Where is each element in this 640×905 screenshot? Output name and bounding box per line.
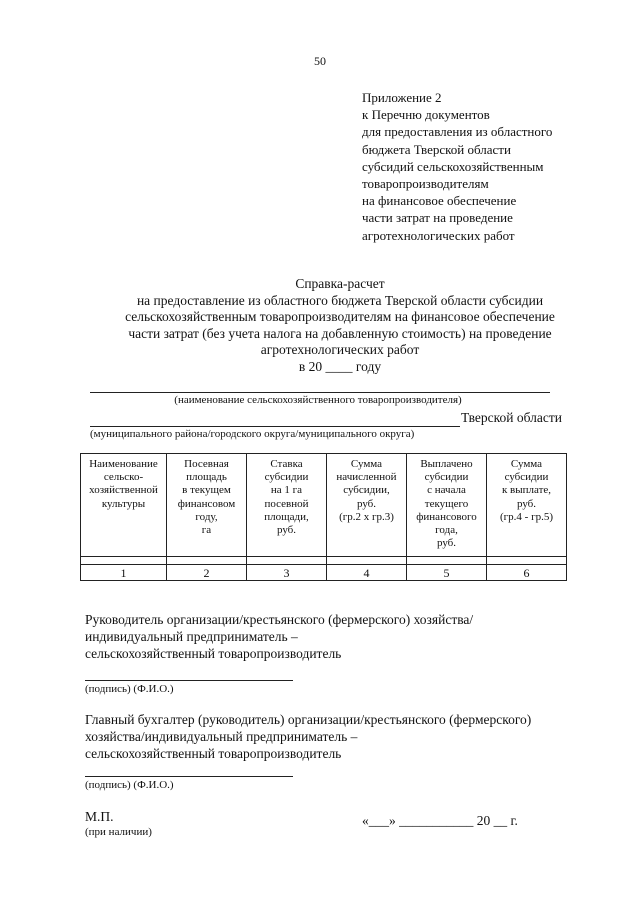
- header-amount-due: Сумма субсидии к выплате, руб. (гр.4 - гр.5): [487, 454, 567, 557]
- appendix-line: на финансовое обеспечение: [362, 193, 517, 209]
- page-number: 50: [314, 54, 326, 68]
- accountant-signature-caption: (подпись) (Ф.И.О.): [85, 779, 174, 791]
- header-crop: Наименование сельско- хозяйственной культуры: [81, 454, 167, 557]
- appendix-line: к Перечню документов: [362, 107, 490, 123]
- column-number: 5: [407, 565, 487, 581]
- header-accrued-amount: Сумма начисленной субсидии, руб. (гр.2 x гр.3): [327, 454, 407, 557]
- appendix-line: Приложение 2: [362, 90, 442, 105]
- producer-caption: (наименование сельскохозяйственного товаропроизводителя): [174, 394, 462, 406]
- appendix-line: товаропроизводителям: [362, 176, 489, 192]
- table-row: [81, 557, 567, 565]
- appendix-line: бюджета Тверской области: [362, 141, 511, 157]
- title-line: на предоставление из областного бюджета Тверской области субсидии: [136, 292, 544, 308]
- head-signature-line: [85, 680, 293, 681]
- head-title-line: индивидуальный предприниматель –: [85, 629, 298, 644]
- title-line: Справка-расчет: [295, 276, 385, 291]
- column-number: 1: [81, 565, 167, 581]
- appendix-line: для предоставления из областного: [362, 124, 553, 140]
- head-signature-block: [85, 611, 473, 662]
- appendix-line: агротехнологических работ: [362, 227, 515, 243]
- accountant-signature-line: [85, 776, 293, 777]
- appendix-line: субсидий сельскохозяйственным: [362, 158, 544, 174]
- column-number: 3: [247, 565, 327, 581]
- column-number: 2: [167, 565, 247, 581]
- column-number-row: [81, 565, 567, 581]
- column-number: 4: [327, 565, 407, 581]
- column-number: 6: [487, 565, 567, 581]
- stamp-label: М.П.: [85, 809, 114, 824]
- municipality-name-line: [90, 426, 460, 427]
- region-suffix: Тверской области: [461, 410, 562, 425]
- head-title-line: сельскохозяйственный товаропроизводитель: [85, 646, 342, 661]
- title-line: сельскохозяйственным товаропроизводителям на финансовое обеспечение: [125, 309, 555, 324]
- accountant-title-line: сельскохозяйственный товаропроизводитель: [85, 746, 342, 761]
- producer-name-line: [90, 392, 550, 393]
- table-header-row: [81, 454, 567, 557]
- subsidy-table: [80, 453, 567, 581]
- accountant-title-line: Главный бухгалтер (руководитель) организации/крестьянского (фермерского): [85, 712, 532, 727]
- header-paid-amount: Выплачено субсидии с начала текущего финансового года, руб.: [407, 454, 487, 557]
- document-title: [70, 276, 610, 375]
- date-line: «___» ___________ 20 __ г.: [362, 813, 518, 828]
- head-title-line: Руководитель организации/крестьянского (фермерского) хозяйства/: [85, 612, 474, 627]
- head-signature-caption: (подпись) (Ф.И.О.): [85, 683, 174, 695]
- title-year-line: в 20 ____ году: [298, 358, 382, 374]
- accountant-title-line: хозяйства/индивидуальный предприниматель –: [85, 729, 358, 744]
- appendix-heading: [362, 89, 632, 244]
- header-subsidy-rate: Ставка субсидии на 1 га посевной площади, руб.: [247, 454, 327, 557]
- header-sown-area: Посевная площадь в текущем финансовом году, га: [167, 454, 247, 557]
- accountant-signature-block: [85, 711, 531, 762]
- appendix-line: части затрат на проведение: [362, 210, 513, 226]
- title-line: агротехнологических работ: [260, 342, 420, 357]
- title-line: части затрат (без учета налога на добавленную стоимость) на проведение: [128, 325, 552, 341]
- stamp-caption: (при наличии): [85, 826, 152, 838]
- municipality-caption: (муниципального района/городского округа/муниципального округа): [90, 428, 415, 440]
